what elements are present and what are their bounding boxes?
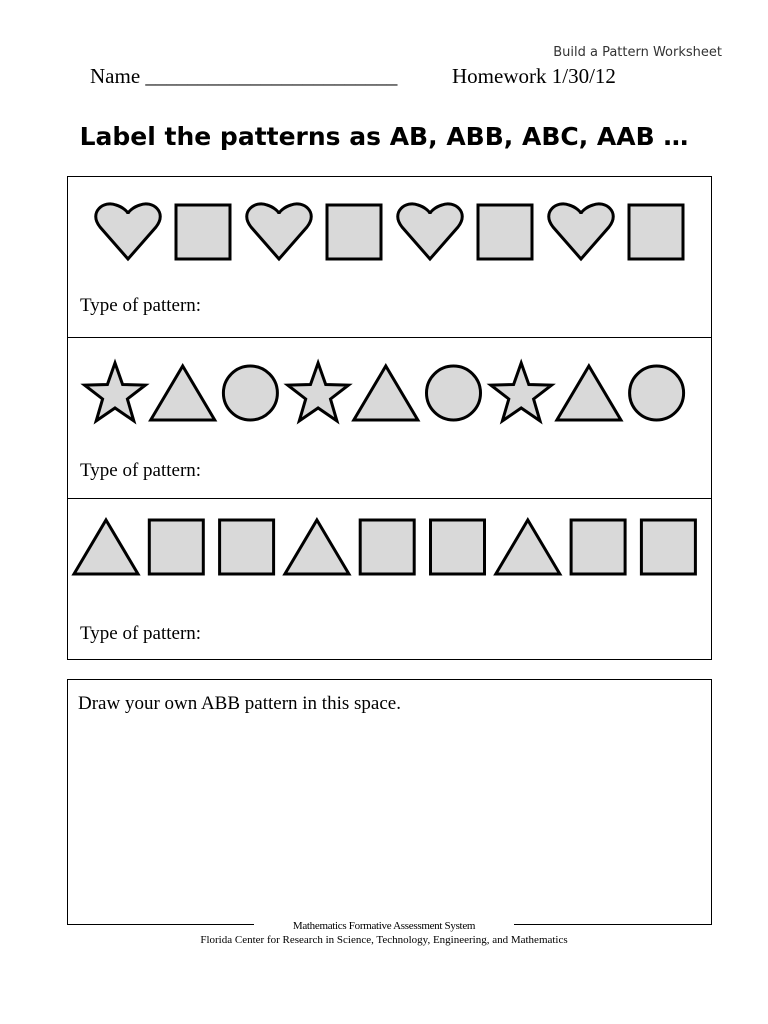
footer-line-1: Mathematics Formative Assessment System: [254, 919, 514, 933]
square-shape: [629, 205, 683, 259]
pattern-3-type-label: Type of pattern:: [80, 623, 202, 644]
square-shape: [220, 520, 274, 574]
name-line: Name ________________________: [90, 64, 398, 88]
square-shape: [431, 520, 485, 574]
triangle-shape: [354, 366, 418, 420]
circle-shape: [630, 366, 684, 420]
heart-shape: [96, 204, 161, 259]
pattern-row-1: [68, 177, 711, 338]
circle-shape: [223, 366, 277, 420]
triangle-shape: [557, 366, 621, 420]
pattern-3-shapes: [68, 499, 711, 609]
square-shape: [360, 520, 414, 574]
square-shape: [176, 205, 230, 259]
triangle-shape: [496, 520, 560, 574]
pattern-row-2: [68, 338, 711, 499]
square-shape: [149, 520, 203, 574]
triangle-shape: [74, 520, 138, 574]
circle-shape: [427, 366, 481, 420]
triangle-shape: [151, 366, 215, 420]
pattern-2-shapes: [68, 338, 711, 448]
triangle-shape: [285, 520, 349, 574]
heart-shape: [549, 204, 614, 259]
star-shape: [491, 363, 552, 421]
draw-prompt: Draw your own ABB pattern in this space.: [78, 693, 401, 714]
square-shape: [571, 520, 625, 574]
footer-line-2: Florida Center for Research in Science, Technology, Engineering, and Mathematics: [200, 934, 568, 946]
pattern-row-3: [68, 499, 711, 659]
square-shape: [327, 205, 381, 259]
pattern-2-type-label: Type of pattern:: [80, 460, 202, 481]
heart-shape: [247, 204, 312, 259]
draw-area[interactable]: [67, 679, 712, 925]
page-heading: Label the patterns as AB, ABB, ABC, AAB …: [79, 122, 689, 151]
star-shape: [288, 363, 349, 421]
square-shape: [641, 520, 695, 574]
homework-date: Homework 1/30/12: [452, 64, 616, 88]
pattern-1-shapes: [68, 177, 711, 287]
footer: [0, 919, 768, 947]
heart-shape: [398, 204, 463, 259]
doc-title: Build a Pattern Worksheet: [553, 45, 722, 60]
pattern-1-type-label: Type of pattern:: [80, 295, 202, 316]
patterns-table: [67, 176, 712, 660]
star-shape: [85, 363, 146, 421]
square-shape: [478, 205, 532, 259]
